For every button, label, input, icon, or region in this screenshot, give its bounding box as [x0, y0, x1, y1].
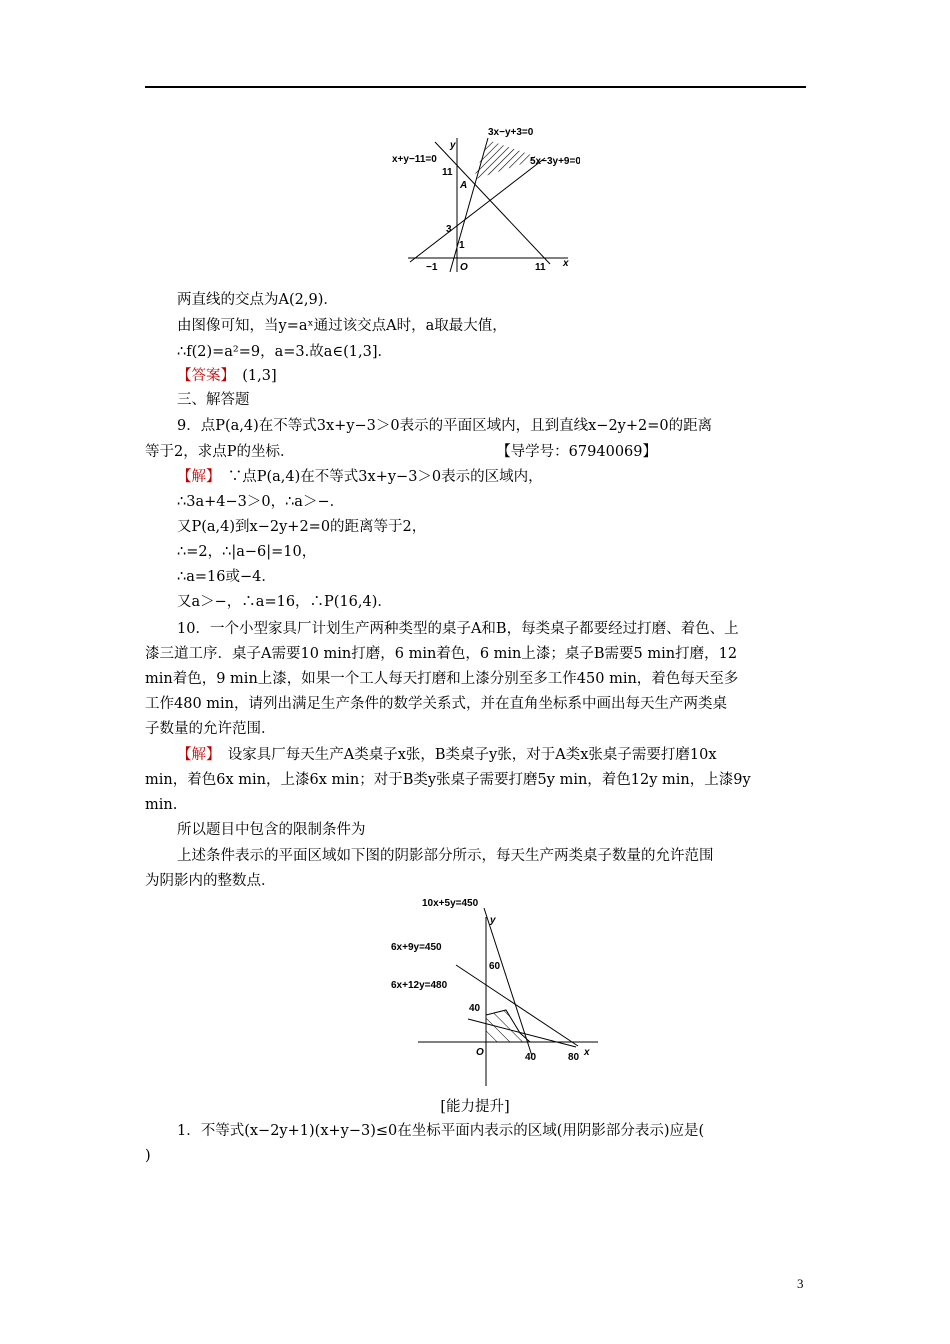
tick-y-3: 3	[446, 224, 452, 235]
problem-9-cont	[145, 442, 807, 462]
line-3x-y+3	[450, 138, 488, 272]
x-axis-label: x	[563, 258, 569, 269]
header-rule	[145, 86, 806, 88]
label-6x+12y: 6x+12y=480	[391, 980, 448, 991]
problem-9-text: 等于2，求点P的坐标．	[145, 444, 295, 460]
solution-9	[177, 467, 839, 487]
tick-y-60: 60	[489, 961, 501, 972]
text-line: ∴=2，∴|a−6|=10，	[177, 544, 317, 560]
label-x+y-11: x+y−11=0	[392, 154, 437, 165]
text-line: 工作480 min，请列出满足生产条件的数学关系式，并在直角坐标系中画出每天生产两类桌	[145, 696, 728, 712]
tick-x-40: 40	[525, 1052, 537, 1063]
text-line: 又P(a,4)到x−2y+2=0的距离等于2，	[177, 519, 427, 535]
point-a-label: A	[460, 180, 468, 191]
page-number: 3	[797, 1276, 804, 1291]
tick-y-1: 1	[459, 240, 465, 251]
problem-9: 9．点P(a,4)在不等式3x+y−3＞0表示的平面区域内，且到直线x−2y+2=0的距离	[177, 418, 713, 434]
text-line: min，着色6x min，上漆6x min；对于B类y张桌子需要打磨5y min，着色12y min，上漆9y	[145, 772, 751, 788]
answer-value: (1,3]	[227, 368, 277, 384]
section-heading: 三、解答题	[177, 392, 250, 408]
solution-text: 设家具厂每天生产A类桌子x张，B类桌子y张，对于A类x张桌子需要打磨10x	[213, 747, 717, 763]
text-line: ∴f(2)=a²=9，a=3.故a∈(1,3]．	[177, 344, 392, 360]
x-axis-label: x	[584, 1047, 590, 1058]
answer-line	[177, 366, 839, 386]
figure-linear-region-1	[380, 120, 580, 278]
label-3x-y+3: 3x−y+3=0	[488, 127, 534, 138]
figure-linear-region-2	[386, 893, 602, 1089]
solution-text: ∵点P(a,4)在不等式3x+y−3＞0表示的区域内，	[213, 469, 543, 485]
origin-label: O	[460, 262, 468, 273]
text-line: 漆三道工序．桌子A需要10 min打磨，6 min着色，6 min上漆；桌子B需要5 min打磨，12	[145, 646, 738, 662]
text-line: 上述条件表示的平面区域如下图的阴影部分所示，每天生产两类桌子数量的允许范围	[177, 848, 714, 864]
tick-x-minus1: −1	[426, 262, 438, 273]
text-line: min着色，9 min上漆，如果一个工人每天打磨和上漆分别至多工作450 min，着色每天至多	[145, 671, 739, 687]
text-line: 两直线的交点为A(2,9)．	[177, 292, 338, 308]
line-6x+12y	[468, 1019, 576, 1047]
solution-tag: 【解】	[177, 747, 214, 763]
text-line: 又a＞−，∴a=16，∴P(16,4)．	[177, 594, 392, 610]
tick-y-40: 40	[469, 1003, 481, 1014]
guide-number: 【导学号：67940069】	[496, 444, 657, 460]
label-6x+9y: 6x+9y=450	[391, 942, 442, 953]
shaded-region	[486, 1010, 530, 1042]
text-line: min.	[145, 797, 178, 813]
text-line: )	[145, 1148, 151, 1164]
answer-tag: 【答案】	[177, 368, 228, 384]
tick-y-11: 11	[442, 167, 453, 178]
y-axis-label: y	[450, 140, 456, 151]
exercise-1: 1．不等式(x−2y+1)(x+y−3)≤0在坐标平面内表示的区域(用阴影部分表示)应是(	[177, 1123, 705, 1139]
solution-tag: 【解】	[177, 469, 214, 485]
text-line: 为阴影内的整数点．	[145, 873, 276, 889]
solution-10	[177, 745, 839, 765]
section-caption: [能力提升]	[440, 1099, 510, 1115]
y-axis-label: y	[490, 915, 496, 926]
label-5x-3y+9: 5x−3y+9=0	[530, 156, 580, 167]
origin-label: O	[476, 1047, 484, 1058]
tick-x-80: 80	[568, 1052, 580, 1063]
text-line: 子数量的允许范围．	[145, 721, 276, 737]
text-line: 由图像可知，当y=aˣ通过该交点A时，a取最大值，	[177, 318, 507, 334]
text-line: ∴a=16或−4．	[177, 569, 276, 585]
text-line: 所以题目中包含的限制条件为	[177, 822, 366, 838]
problem-10: 10．一个小型家具厂计划生产两种类型的桌子A和B，每类桌子都要经过打磨、着色、上	[177, 621, 739, 637]
label-10x+5y: 10x+5y=450	[422, 898, 479, 909]
tick-x-11: 11	[535, 262, 546, 273]
text-line: ∴3a+4−3＞0，∴a＞−．	[177, 494, 345, 510]
